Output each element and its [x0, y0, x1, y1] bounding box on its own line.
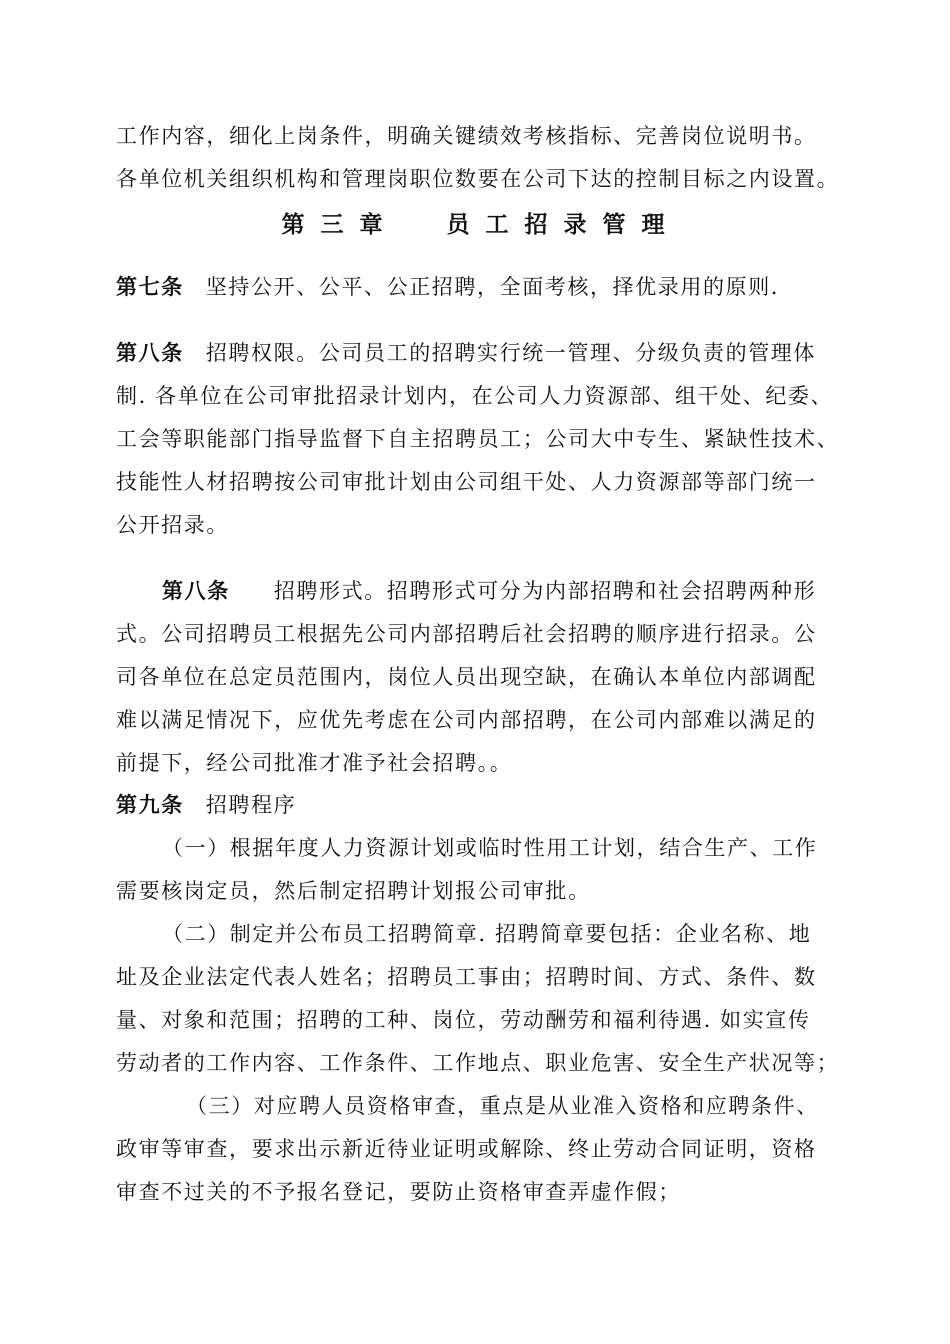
chapter-number: 第 三 章 — [281, 212, 387, 238]
article-9-item-3-line-3: 审查不过关的不予报名登记，要防止资格审查弄虚作假； — [116, 1180, 681, 1204]
article-9 — [116, 790, 296, 820]
article-8b-line-3: 司各单位在总定员范围内，岗位人员出现空缺，在确认本单位内部调配 — [116, 665, 817, 689]
article-8b-text-1: 招聘形式。招聘形式可分为内部招聘和社会招聘两种形 — [273, 579, 817, 603]
article-9-label: 第九条 — [116, 793, 184, 817]
intro-line-2: 各单位机关组织机构和管理岗职位数要在公司下达的控制目标之内设置。 — [116, 167, 840, 191]
article-7 — [116, 272, 779, 302]
article-8a-line-4: 技能性人材招聘按公司审批计划由公司组干处、人力资源部等部门统一 — [116, 470, 817, 494]
article-9-item-2-line-4: 劳动者的工作内容、工作条件、工作地点、职业危害、安全生产状况等； — [116, 1051, 840, 1075]
article-9-item-3-line-1: （三）对应聘人员资格审查，重点是从业准入资格和应聘条件、 — [186, 1094, 819, 1118]
article-9-item-2-line-3: 量、对象和范围；招聘的工种、岗位，劳动酬劳和福利待遇. 如实宣传 — [116, 1008, 811, 1032]
article-8a-line-3: 工会等职能部门指导监督下自主招聘员工；公司大中专生、紧缺性技术、 — [116, 427, 840, 451]
article-8b-label: 第八条 — [162, 579, 230, 603]
article-8b-line-1 — [162, 576, 816, 606]
intro-line-1: 工作内容，细化上岗条件，明确关键绩效考核指标、完善岗位说明书。 — [116, 124, 817, 148]
article-8a-line-1 — [116, 338, 816, 368]
chapter-heading — [0, 206, 950, 239]
article-8a-line-5: 公开招录。 — [116, 513, 229, 537]
article-9-title: 招聘程序 — [205, 793, 297, 817]
article-8a-label: 第八条 — [116, 341, 184, 365]
article-8b-line-2: 式。公司招聘员工根据先公司内部招聘后社会招聘的顺序进行招录。公 — [116, 622, 817, 646]
article-8b-line-5: 前提下，经公司批准才准予社会招聘。。 — [116, 751, 513, 775]
article-9-item-1-line-2: 需要核岗定员，然后制定招聘计划报公司审批。 — [116, 879, 591, 903]
article-9-item-1-line-1: （一）根据年度人力资源计划或临时性用工计划，结合生产、工作 — [162, 836, 818, 860]
article-7-label: 第七条 — [116, 275, 184, 299]
article-8a-text-1: 招聘权限。公司员工的招聘实行统一管理、分级负责的管理体 — [205, 341, 817, 365]
article-8b-line-4: 难以满足情况下，应优先考虑在公司内部招聘，在公司内部难以满足的 — [116, 708, 817, 732]
chapter-title: 员 工 招 录 管 理 — [446, 212, 669, 238]
article-9-item-3-line-2: 政审等审查，要求出示新近待业证明或解除、终止劳动合同证明，资格 — [116, 1137, 817, 1161]
article-9-item-2-line-2: 址及企业法定代表人姓名；招聘员工事由；招聘时间、方式、条件、数 — [116, 965, 817, 989]
article-9-item-2-line-1: （二）制定并公布员工招聘简章. 招聘简章要包括：企业名称、地 — [162, 922, 812, 946]
article-8a-line-2: 制. 各单位在公司审批招录计划内，在公司人力资源部、组干处、纪委、 — [116, 384, 834, 408]
article-7-text: 坚持公开、公平、公正招聘，全面考核，择优录用的原则. — [205, 275, 780, 299]
